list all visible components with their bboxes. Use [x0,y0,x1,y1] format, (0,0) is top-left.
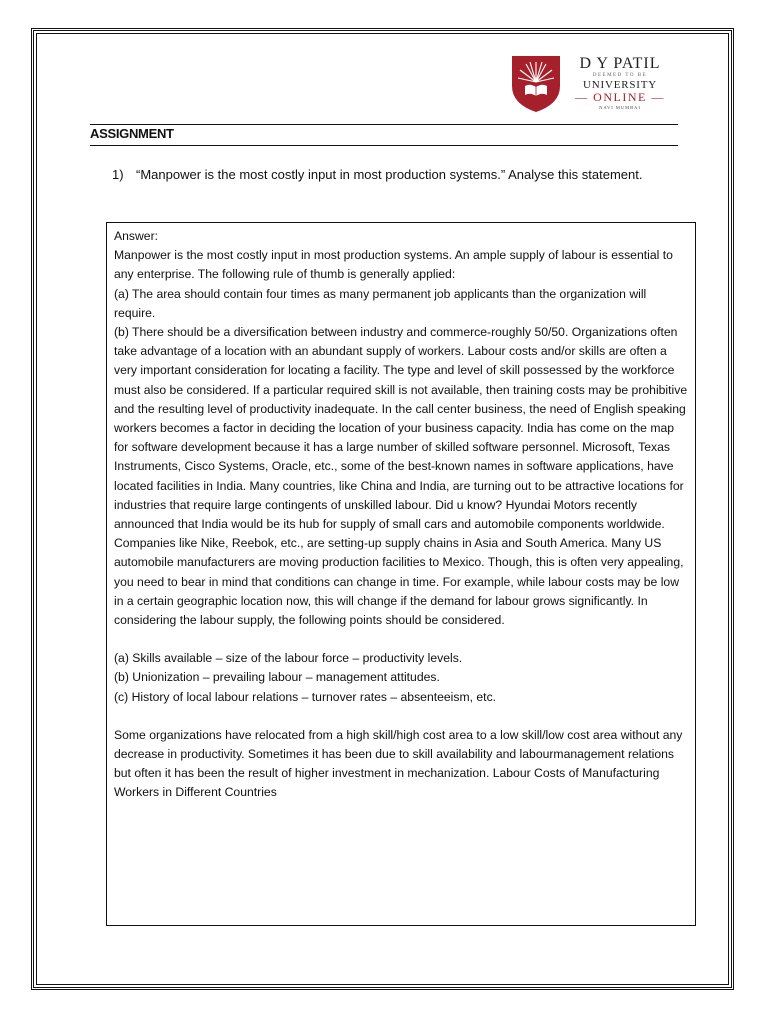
logo-online: — ONLINE — [575,90,665,104]
spacer [114,707,689,726]
heading-rule-top [90,124,678,125]
list-item: (b) Unionization – prevailing labour – management attitudes. [114,670,440,685]
question-text: “Manpower is the most costly input in most production systems.” Analyse this statement. [136,167,643,182]
logo-name: D Y PATIL [579,55,661,72]
logo-location: NAVI MUMBAI [599,105,641,110]
list-item: (c) History of local labour relations – turnover rates – absenteeism, etc. [114,689,497,704]
answer-paragraph-1: Manpower is the most costly input in most production systems. An ample supply of labour is essential to any enterprise. The following rule of thumb is generally applied: [114,248,673,282]
answer-box [106,222,696,926]
logo-deemed: DEEMED TO BE [592,73,648,78]
logo-university: UNIVERSITY [583,79,657,91]
logo-text [570,56,670,111]
answer-paragraph-last: Some organizations have relocated from a high skill/high cost area to a low skill/low cost area without any decrease in productivity. Sometimes it has been due to skill availability and labourmanagement relations but often it has been the result of higher investment in mechanization. Labour Costs of Manufacturing Workers in Different Countries [114,727,683,800]
question [112,165,672,184]
heading-rule-bottom [90,145,678,146]
answer-label: Answer: [114,229,159,243]
answer-point-a: (a) The area should contain four times as many permanent job applicants than the organization will require. [114,286,647,320]
list-item: (a) Skills available – size of the labour force – productivity levels. [114,651,463,666]
spacer [114,630,689,649]
shield-icon [508,52,568,114]
page-title: ASSIGNMENT [90,126,174,141]
answer-point-b: (b) There should be a diversification between industry and commerce-roughly 50/50. Organizations often take advantage of a location with an abundant supply of workers. Labour costs and/or skills are often a very important consideration for locating a facility. The type and level of skill possessed by the workforce must also be considered. If a particular required skill is not available, then training costs may be prohibitive and the resulting level of productivity inadequate. In the call center business, the need of English speaking workers becomes a factor in deciding the location of your business capacity. India has come on the map for software development because it has a large number of skilled software personnel. Microsoft, Texas Instruments, Cisco Systems, Oracle, etc., some of the best-known names in software applications, have located facilities in India. Many countries, like China and India, are turning out to be attractive locations for industries that require large contingents of unskilled labour. Did u know? Hyundai Motors recently announced that India would be its hub for supply of small cars and automobile components worldwide. Companies like Nike, Reebok, etc., are setting-up supply chains in Asia and South America. Many US automobile manufacturers are moving production facilities to Mexico. Though, this is often very appealing, you need to bear in mind that conditions can change in time. For example, while labour costs may be low in a certain geographic location now, this will change if the demand for labour grows significantly. In considering the labour supply, the following points should be considered. [114,325,688,628]
question-number: 1) [112,167,124,182]
